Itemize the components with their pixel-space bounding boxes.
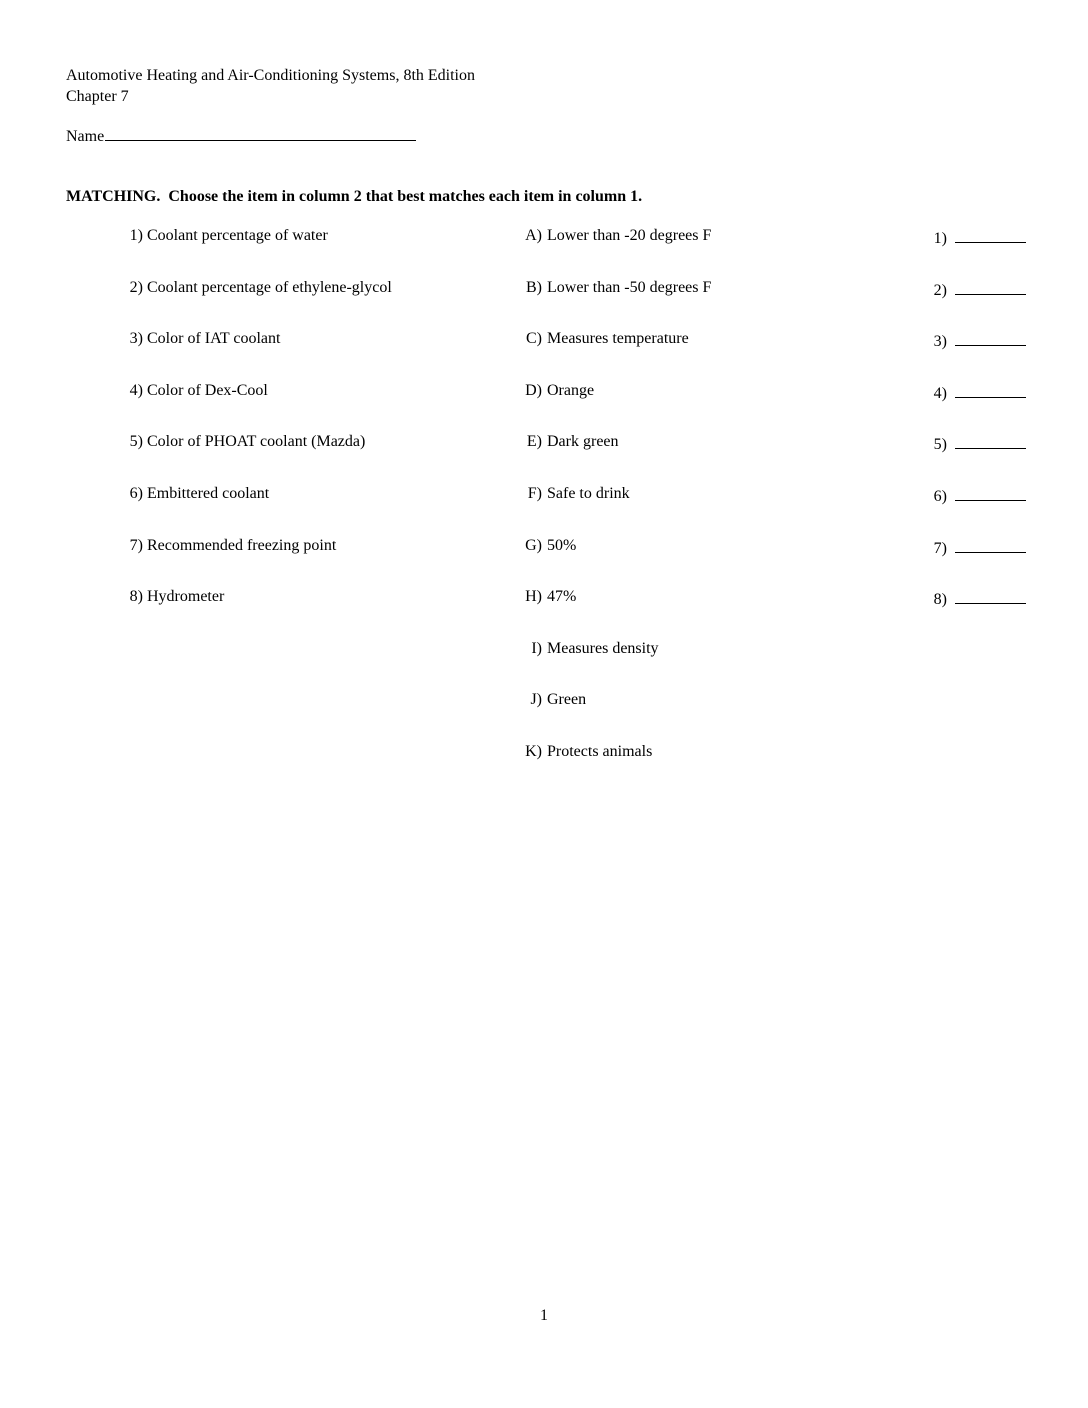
column2-letter: K) — [525, 742, 542, 760]
column1-text: Embittered coolant — [147, 484, 270, 502]
column1-item — [66, 587, 224, 607]
matching-row — [66, 329, 1066, 381]
column2-letter: H) — [525, 588, 542, 606]
column2-letter: D) — [525, 381, 542, 399]
answer-item — [930, 381, 1026, 404]
matching-row — [66, 742, 1066, 794]
column2-text: Green — [547, 691, 587, 709]
answer-item — [930, 329, 1026, 352]
answer-item — [930, 484, 1026, 507]
answer-item — [930, 536, 1026, 559]
column2-item — [446, 587, 576, 607]
column2-text: Lower than -20 degrees F — [547, 227, 712, 244]
answer-number: 5) — [933, 436, 947, 454]
answer-item — [930, 226, 1026, 249]
name-label: Name — [66, 128, 105, 145]
column2-text: Safe to drink — [547, 484, 630, 502]
column2-text: Orange — [547, 381, 595, 399]
answer-blank-line — [955, 536, 1026, 553]
document-title: Automotive Heating and Air-Conditioning Systems, 8th Edition — [66, 67, 475, 84]
matching-row — [66, 536, 1066, 588]
matching-instructions: MATCHING. Choose the item in column 2 that best matches each item in column 1. — [66, 188, 643, 205]
column2-letter: I) — [531, 639, 542, 657]
matching-section — [66, 226, 1066, 794]
column1-number: 2) — [129, 278, 143, 296]
matching-row — [66, 226, 1066, 278]
column1-number: 6) — [129, 484, 143, 502]
answer-number: 8) — [933, 591, 947, 609]
matching-row — [66, 381, 1066, 433]
matching-row — [66, 278, 1066, 330]
column2-letter: J) — [530, 691, 542, 709]
column2-letter: E) — [526, 433, 542, 451]
column1-item — [66, 536, 336, 556]
answer-item — [930, 278, 1026, 301]
column2-letter: F) — [527, 484, 542, 502]
matching-row — [66, 639, 1066, 691]
column2-letter: B) — [526, 278, 542, 296]
column1-text: Hydrometer — [147, 588, 225, 606]
column1-number: 7) — [129, 536, 143, 554]
column2-text: Measures density — [547, 639, 659, 657]
matching-row — [66, 484, 1066, 536]
answer-item — [930, 587, 1026, 610]
answer-number: 7) — [933, 539, 947, 557]
answer-item — [930, 432, 1026, 455]
column1-text: Color of PHOAT coolant (Mazda) — [147, 433, 366, 451]
column1-text: Coolant percentage of ethylene-glycol — [147, 278, 392, 296]
answer-number: 4) — [933, 384, 947, 402]
column1-item — [66, 329, 280, 349]
answer-blank-line — [955, 329, 1026, 346]
answer-number: 3) — [933, 333, 947, 351]
column1-item — [66, 484, 269, 504]
column1-item — [66, 226, 328, 246]
column2-letter: C) — [526, 330, 542, 348]
column2-item — [446, 432, 619, 452]
column1-text: Recommended freezing point — [147, 536, 337, 554]
answer-number: 1) — [933, 230, 947, 247]
column2-text: 47% — [547, 588, 577, 606]
column2-letter: G) — [525, 536, 542, 554]
column2-item — [446, 381, 594, 401]
column2-item — [446, 226, 711, 246]
column2-text: Dark green — [547, 433, 619, 451]
column1-item — [66, 432, 365, 452]
answer-number: 2) — [933, 281, 947, 299]
column1-number: 4) — [129, 381, 143, 399]
answer-blank-line — [955, 226, 1026, 243]
answer-blank-line — [955, 484, 1026, 501]
column2-text: Lower than -50 degrees F — [547, 278, 712, 296]
page-number: 1 — [540, 1307, 548, 1324]
column2-item — [446, 690, 586, 710]
column1-text: Coolant percentage of water — [147, 227, 328, 244]
matching-row — [66, 587, 1066, 639]
column2-text: Measures temperature — [547, 330, 689, 348]
column2-letter: A) — [525, 227, 542, 244]
column1-text: Color of IAT coolant — [147, 330, 281, 348]
column1-item — [66, 381, 268, 401]
column2-item — [446, 742, 652, 762]
answer-blank-line — [955, 381, 1026, 398]
column2-item — [446, 278, 711, 298]
column2-item — [446, 536, 576, 556]
column2-item — [446, 484, 630, 504]
name-blank-line — [105, 123, 416, 141]
column2-text: Protects animals — [547, 742, 653, 760]
column1-item — [66, 278, 392, 298]
answer-number: 6) — [933, 487, 947, 505]
column2-text: 50% — [547, 536, 577, 554]
column2-item — [446, 639, 659, 659]
chapter-label: Chapter 7 — [66, 88, 129, 105]
name-field-row — [66, 123, 416, 147]
answer-blank-line — [955, 432, 1026, 449]
column1-number: 1) — [129, 227, 143, 244]
column1-number: 5) — [129, 433, 143, 451]
matching-row — [66, 432, 1066, 484]
document-header — [66, 65, 475, 107]
column2-item — [446, 329, 689, 349]
column1-number: 8) — [129, 588, 143, 606]
column1-number: 3) — [129, 330, 143, 348]
answer-blank-line — [955, 587, 1026, 604]
column1-text: Color of Dex-Cool — [147, 381, 268, 399]
answer-blank-line — [955, 278, 1026, 295]
matching-row — [66, 690, 1066, 742]
